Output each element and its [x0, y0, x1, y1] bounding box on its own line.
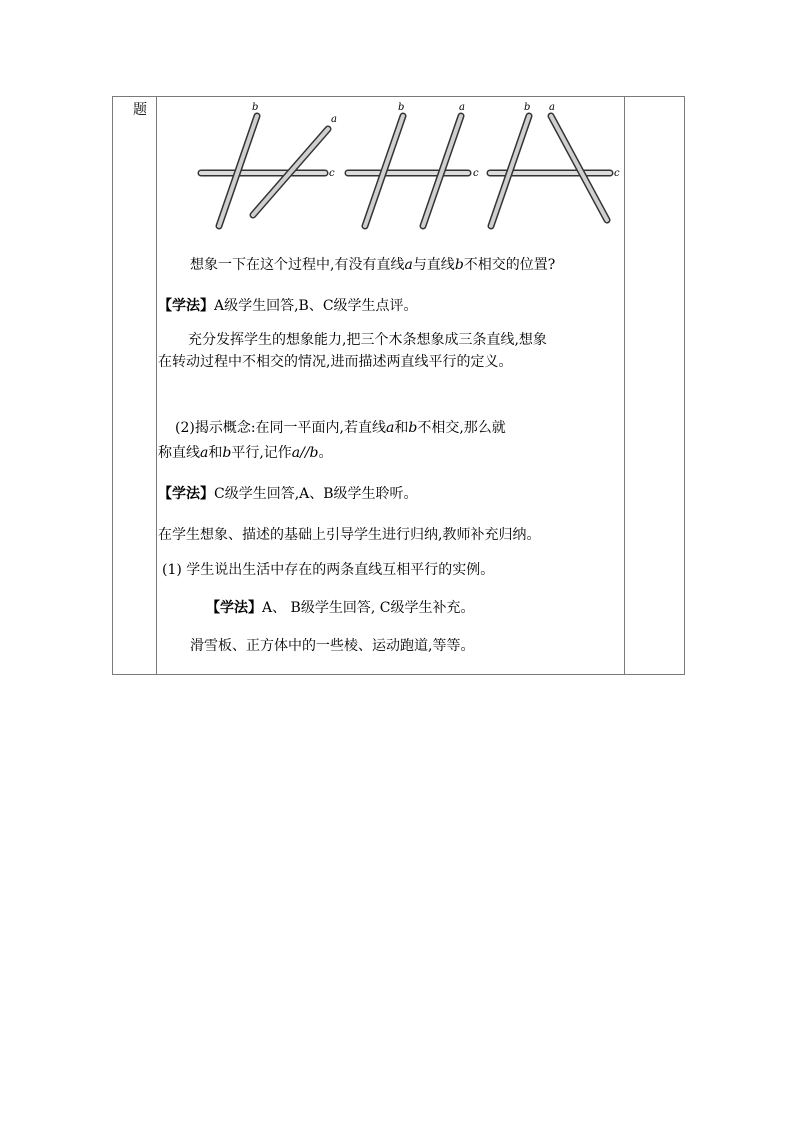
label-a: a: [549, 102, 555, 113]
label-c: c: [473, 168, 479, 179]
paragraph-method-1: 【学法】A级学生回答,B、C级学生点评。: [158, 298, 418, 314]
stick-group-1: [201, 102, 337, 226]
paragraph-imagination-line2: 在转动过程中不相交的情况,进而描述两直线平行的定义。: [158, 354, 513, 370]
table-column-divider: [156, 96, 157, 675]
paragraph-examples: 滑雪板、正方体中的一些棱、运动跑道,等等。: [190, 638, 475, 654]
label-c: c: [614, 168, 620, 179]
label-b: b: [524, 102, 531, 113]
label-b: b: [252, 102, 259, 113]
paragraph-concept-line1: (2)揭示概念:在同一平面内,若直线a和b不相交,那么就: [175, 420, 506, 436]
stick-group-2: [348, 102, 479, 226]
paragraph-examples-prompt: (1) 学生说出生活中存在的两条直线互相平行的实例。: [162, 562, 495, 578]
stick-group-3: [490, 102, 620, 226]
paragraph-question: 想象一下在这个过程中,有没有直线a与直线b不相交的位置?: [190, 257, 556, 273]
label-a: a: [331, 114, 337, 125]
paragraph-summary: 在学生想象、描述的基础上引导学生进行归纳,教师补充归纳。: [158, 527, 541, 543]
row-label: 题: [133, 102, 147, 118]
label-b: b: [398, 102, 405, 113]
label-c: c: [329, 168, 335, 179]
paragraph-method-2: 【学法】C级学生回答,A、B级学生聆听。: [158, 486, 418, 502]
paragraph-concept-line2: 称直线a和b平行,记作a//b。: [158, 445, 333, 461]
rotating-sticks-figure: [195, 100, 625, 235]
paragraph-imagination-line1: 充分发挥学生的想象能力,把三个木条想象成三条直线,想象: [188, 332, 547, 348]
paragraph-method-3: 【学法】A、 B级学生回答, C级学生补充。: [206, 600, 475, 616]
label-a: a: [459, 102, 465, 113]
